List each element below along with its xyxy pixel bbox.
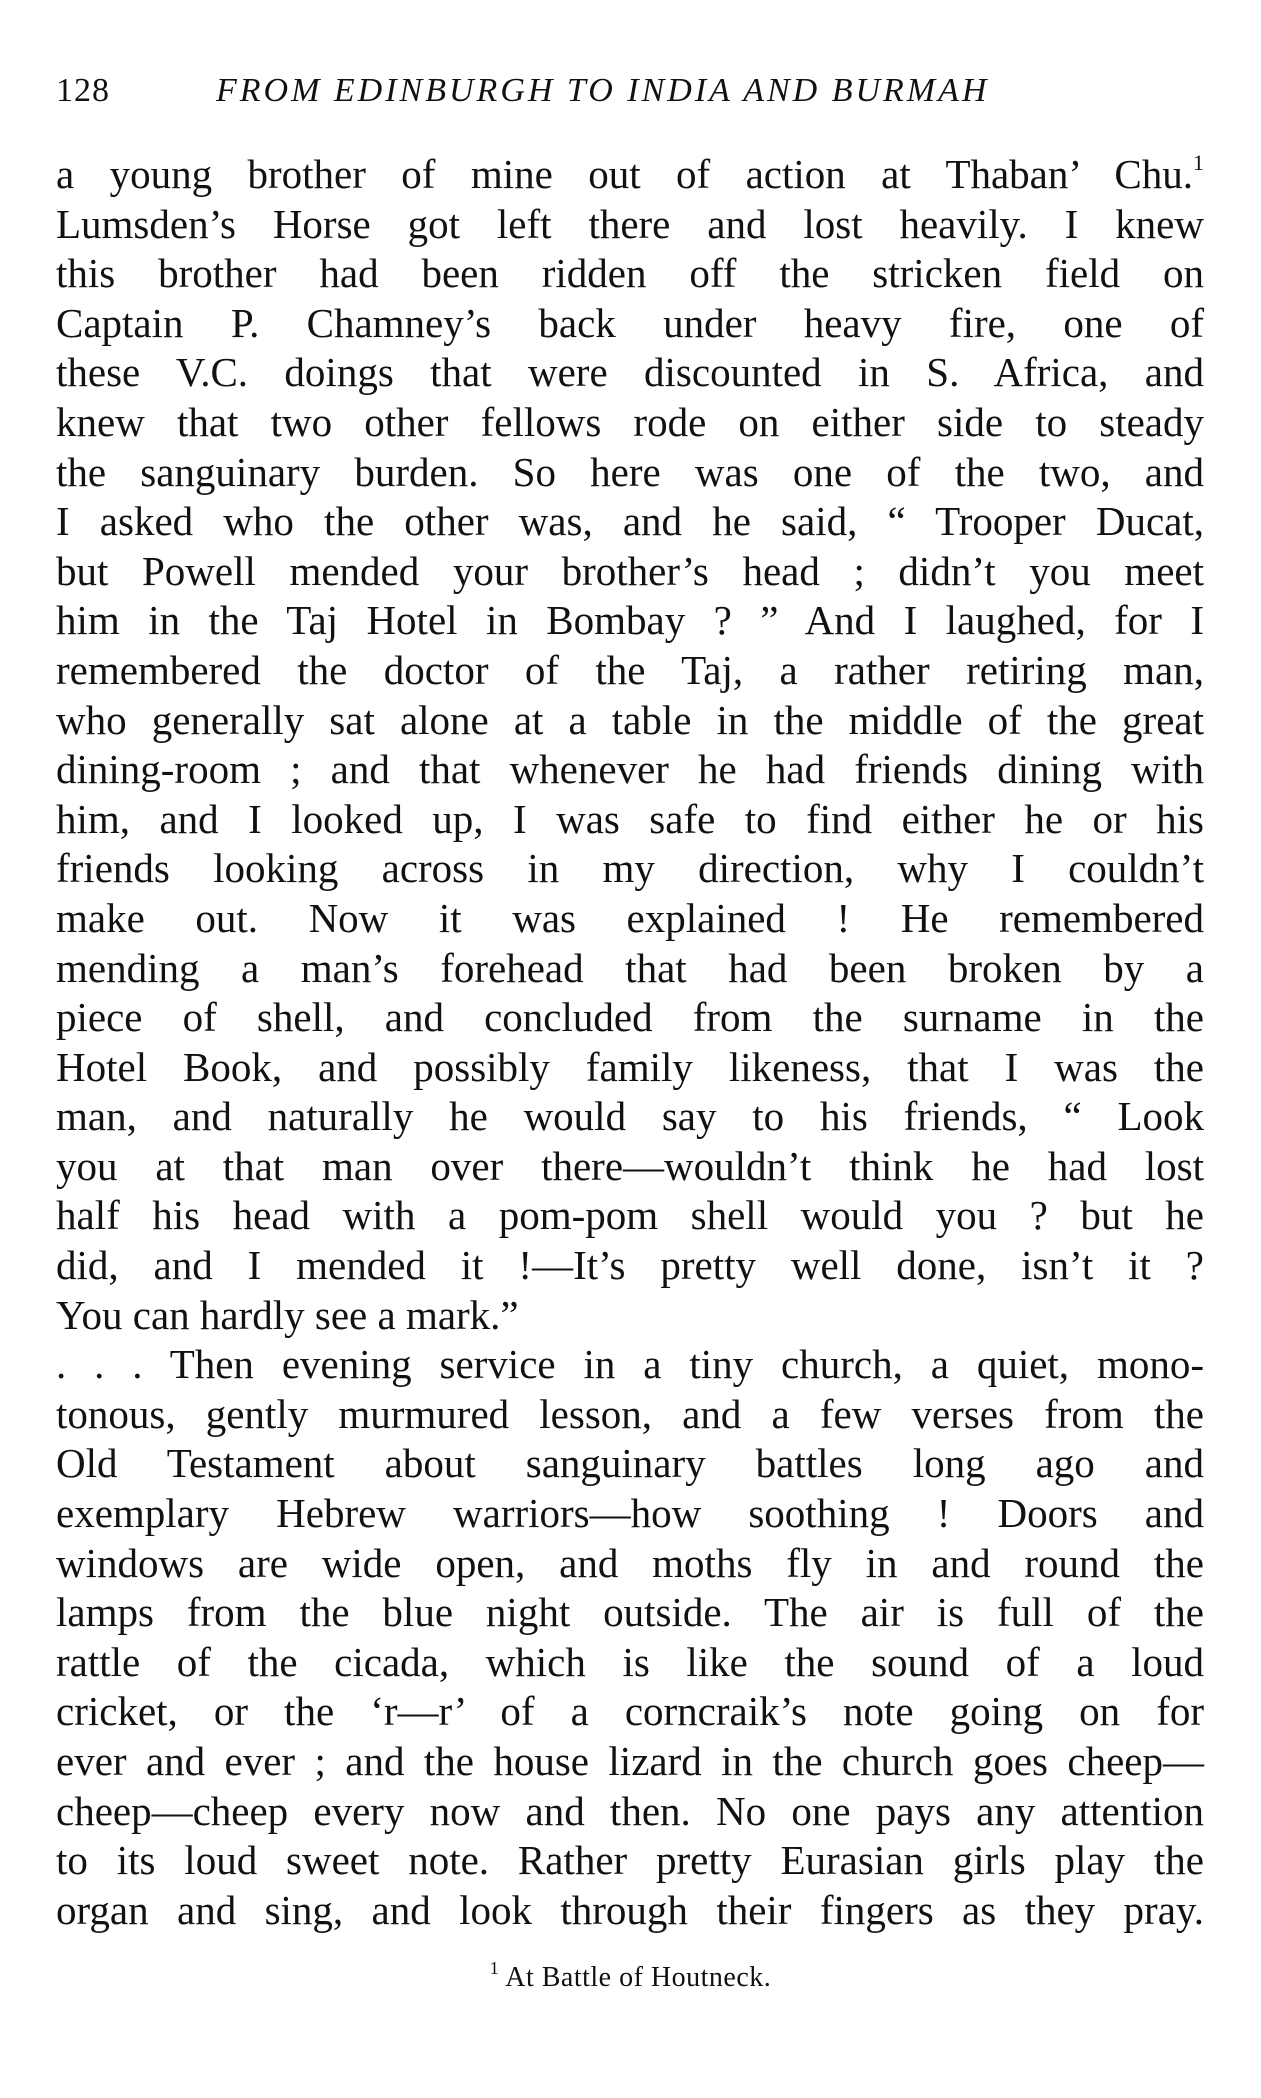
text-line: Captain P. Chamney’s back under heavy fire, one of	[56, 299, 1204, 346]
text-line: piece of shell, and concluded from the surname in the	[56, 994, 1204, 1041]
page-number: 128	[56, 72, 110, 109]
text-line: these V.C. doings that were discounted in S. Africa, and	[56, 349, 1204, 396]
text-line: ever and ever ; and the house lizard in the church goes cheep—	[56, 1738, 1204, 1784]
text-line: him in the Taj Hotel in Bombay ? ” And I laughed, for I	[56, 597, 1204, 644]
footnote-marker: 1	[489, 1958, 500, 1978]
text-line: I asked who the other was, and he said, “ Trooper Ducat,	[56, 498, 1204, 545]
text-line: You can hardly see a mark.”	[56, 1291, 519, 1338]
text-line: exemplary Hebrew warriors—how soothing ! Doors and	[56, 1490, 1204, 1537]
running-title: FROM EDINBURGH TO INDIA AND BURMAH	[216, 72, 990, 109]
text-line: make out. Now it was explained ! He remembered	[56, 894, 1204, 941]
text-line: Lumsden’s Horse got left there and lost heavily. I knew	[56, 200, 1204, 247]
text-line: the sanguinary burden. So here was one of the two, and	[56, 448, 1204, 495]
text-line: a young brother of mine out of action at Thaban’ Chu.$^1$	[56, 150, 1204, 197]
footnote-reference: 1	[1193, 150, 1204, 175]
text-line: remembered the doctor of the Taj, a rather retiring man,	[56, 646, 1204, 693]
text-line: half his head with a pom-pom shell would you ? but he	[56, 1192, 1204, 1239]
text-line: Old Testament about sanguinary battles long ago and	[56, 1440, 1204, 1487]
text-line: friends looking across in my direction, why I couldn’t	[56, 845, 1204, 892]
text-line: Hotel Book, and possibly family likeness, that I was the	[56, 1043, 1204, 1090]
text-line: organ and sing, and look through their fingers as they pray.	[56, 1886, 1204, 1933]
text-line: man, and naturally he would say to his friends, “ Look	[56, 1093, 1204, 1140]
text-line: dining-room ; and that whenever he had friends dining with	[56, 746, 1204, 793]
text-line: him, and I looked up, I was safe to find either he or his	[56, 795, 1204, 842]
footnote-text: At Battle of Houtneck.	[505, 1962, 772, 1993]
text-line: . . . Then evening service in a tiny church, a quiet, mono-	[56, 1341, 1204, 1388]
text-line: tonous, gently murmured lesson, and a few verses from the	[56, 1390, 1204, 1437]
footnote	[0, 1958, 1261, 1994]
page-header	[56, 72, 1206, 120]
text-line: lamps from the blue night outside. The air is full of the	[56, 1589, 1204, 1636]
text-line: this brother had been ridden off the stricken field on	[56, 250, 1204, 297]
text-line: but Powell mended your brother’s head ; didn’t you meet	[56, 547, 1204, 594]
text-line: cricket, or the ‘r—r’ of a corncraik’s note going on for	[56, 1688, 1204, 1735]
text-line: cheep—cheep every now and then. No one pays any attention	[56, 1787, 1204, 1834]
text-line: windows are wide open, and moths fly in and round the	[56, 1539, 1204, 1586]
text-line: rattle of the cicada, which is like the sound of a loud	[56, 1638, 1204, 1685]
text-line: you at that man over there—wouldn’t think he had lost	[56, 1142, 1204, 1189]
text-line: who generally sat alone at a table in the middle of the great	[56, 696, 1204, 743]
text-line: did, and I mended it !—It’s pretty well done, isn’t it ?	[56, 1242, 1204, 1289]
text-line: mending a man’s forehead that had been broken by a	[56, 944, 1204, 991]
text-line: knew that two other fellows rode on either side to steady	[56, 398, 1204, 445]
body-text	[56, 150, 1204, 1935]
text-line: to its loud sweet note. Rather pretty Eurasian girls play the	[56, 1837, 1204, 1884]
